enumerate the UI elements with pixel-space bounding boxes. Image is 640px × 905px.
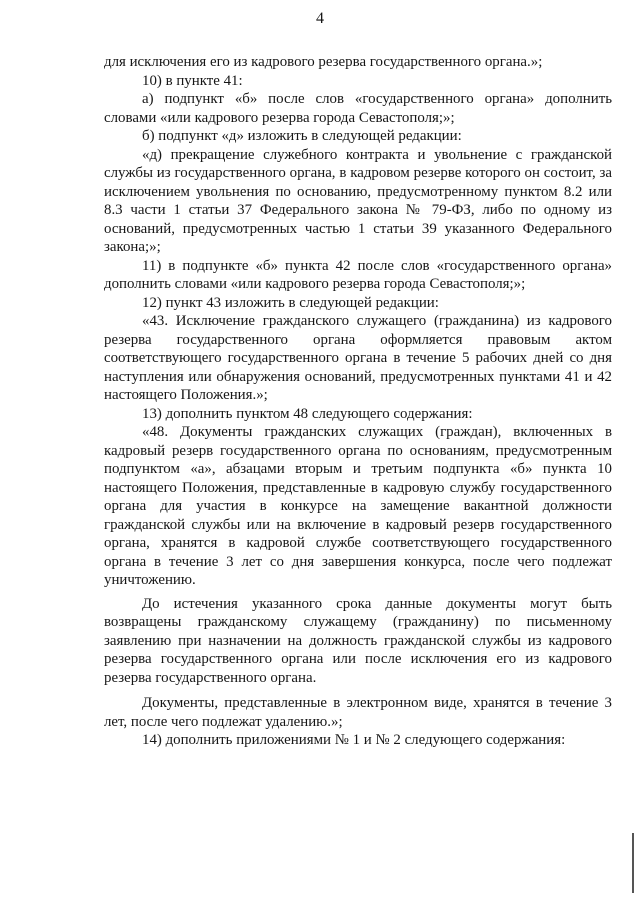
- paragraph: «д) прекращение служебного контракта и увольнение с гражданской службы из государственного органа, в кадровом резерве которого он состоит, за исключением увольнения по основанию, предусмотренному пунктом 8.2 или 8.3 части 1 статьи 37 Федерального закона № 79-ФЗ, либо по одному из оснований, предусмотренных частью 1 статьи 39 указанного Федерального закона;»;: [104, 146, 612, 255]
- paragraph: Документы, представленные в электронном виде, хранятся в течение 3 лет, после чего подлежат удалению.»;: [104, 695, 612, 730]
- paragraph: для исключения его из кадрового резерва государственного органа.»;: [104, 54, 543, 70]
- paragraph: 10) в пункте 41:: [142, 72, 243, 89]
- paragraph: а) подпункт «б» после слов «государственного органа» дополнить словами «или кадрового резерва города Севастополя;»;: [104, 91, 612, 126]
- page-number: 4: [316, 10, 324, 27]
- paragraph: 14) дополнить приложениями № 1 и № 2 следующего содержания:: [142, 732, 566, 748]
- paragraph: «43. Исключение гражданского служащего (гражданина) из кадрового резерва государственного органа оформляется правовым актом соответствующего государственного органа в течение 5 рабочих дней со дня наступления или обнаружения оснований, предусмотренных пунктами 41 и 42 настоящего Положения.»;: [104, 313, 612, 403]
- document-body: [104, 53, 612, 750]
- paragraph: 13) дополнить пунктом 48 следующего содержания:: [142, 405, 473, 422]
- paragraph: 12) пункт 43 изложить в следующей редакции:: [142, 294, 439, 311]
- paragraph: б) подпункт «д» изложить в следующей редакции:: [142, 128, 462, 144]
- paragraph: До истечения указанного срока данные документы могут быть возвращены гражданскому служащему (гражданину) по письменному заявлению при назначении на должность гражданской службы из кадрового резерва государственного органа или после исключения его из кадрового резерва государственного органа.: [104, 595, 612, 686]
- scan-edge-mark: [632, 833, 634, 893]
- paragraph: «48. Документы гражданских служащих (граждан), включенных в кадровый резерв государственного органа по основаниям, предусмотренным подпунктом «а», абзацами вторым и третьим подпункта «б» пункта 10 настоящего Положения, представленные в кадровую службу государственного органа для участия в конкурсе на замещение вакантной должности гражданской службы или на включение в кадровый резерв государственного органа, хранятся в кадровой службе соответствующего государственного органа в течение 3 лет со дня завершения конкурса, после чего подлежат уничтожению.: [104, 424, 612, 588]
- paragraph: 11) в подпункте «б» пункта 42 после слов «государственного органа» дополнить словами «или кадрового резерва города Севастополя;»;: [104, 257, 612, 292]
